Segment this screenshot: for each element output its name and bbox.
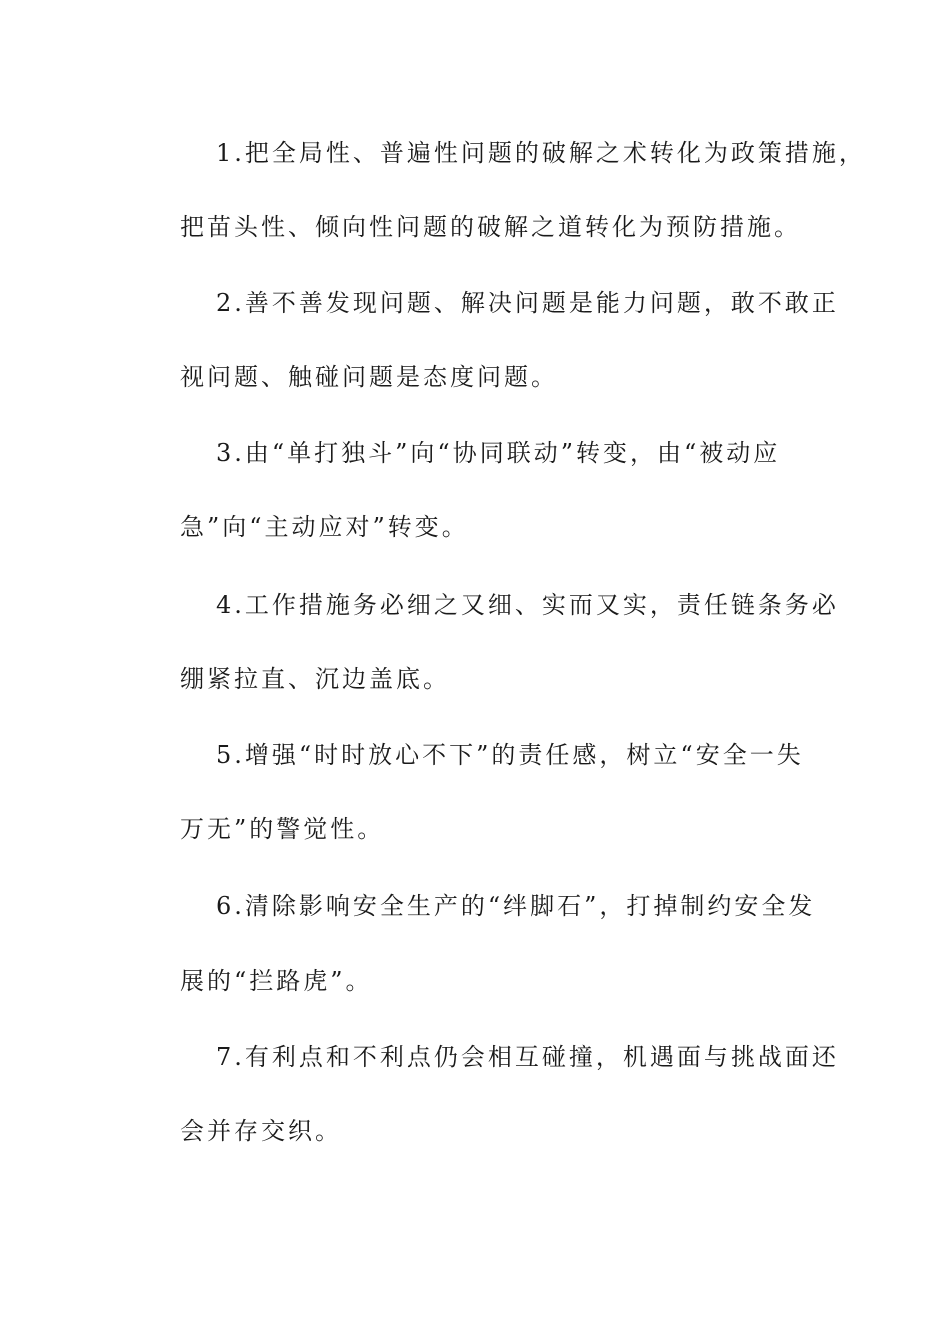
item-3-line-1: 3.由“单打独斗”向“协同联动”转变，由“被动应	[216, 439, 781, 467]
item-3-line-2: 急”向“主动应对”转变。	[180, 513, 469, 541]
item-7-line-2: 会并存交织。	[180, 1117, 342, 1145]
item-2-line-1: 2.善不善发现问题、解决问题是能力问题，敢不敢正	[216, 289, 839, 317]
item-2-line-2: 视问题、触碰问题是态度问题。	[180, 363, 558, 391]
item-6-line-2: 展的“拦路虎”。	[180, 967, 373, 995]
item-4-line-1: 4.工作措施务必细之又细、实而又实，责任链条务必	[216, 591, 839, 619]
item-7-line-1: 7.有利点和不利点仍会相互碰撞，机遇面与挑战面还	[216, 1043, 839, 1071]
item-1-line-2: 把苗头性、倾向性问题的破解之道转化为预防措施。	[180, 213, 801, 241]
item-6-line-1: 6.清除影响安全生产的“绊脚石”，打掉制约安全发	[216, 892, 816, 920]
item-5-line-1: 5.增强“时时放心不下”的责任感，树立“安全一失	[216, 741, 804, 769]
item-4-line-2: 绷紧拉直、沉边盖底。	[180, 665, 450, 693]
item-1-line-1: 1.把全局性、普遍性问题的破解之术转化为政策措施，	[216, 139, 866, 167]
item-5-line-2: 万无”的警觉性。	[180, 815, 385, 843]
